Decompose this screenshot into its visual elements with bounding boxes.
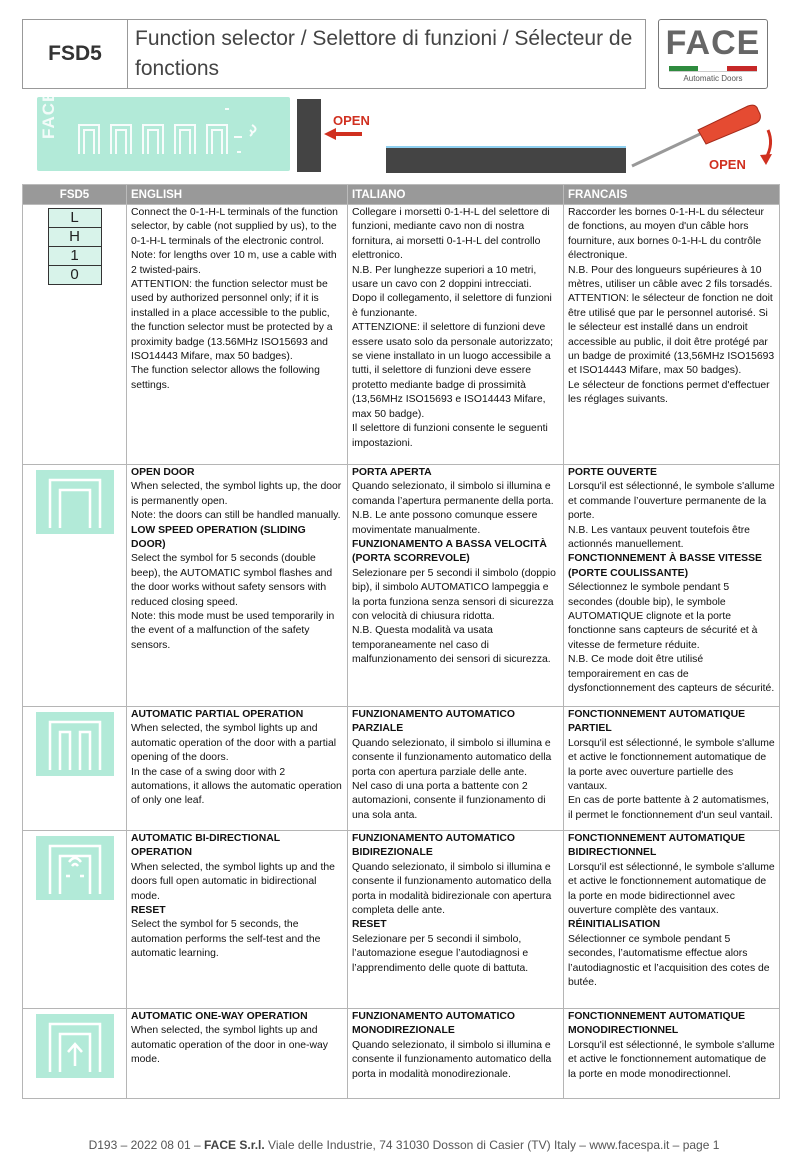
paragraph: Note: this mode must be used temporarily in the event of a malfunction of the safety sensors. [131, 611, 335, 651]
french-cell [564, 831, 780, 1009]
col-header-code: FSD5 [23, 185, 127, 205]
arrow-left-icon [324, 127, 364, 141]
symbol-cell [23, 465, 127, 707]
paragraph: Sélectionnez le symbole pendant 5 secondes (double bip), le symbole AUTOMATIQUE clignote et la porte fonctionne sans capteurs de sécurité et à vitesse de fermeture réduite. [568, 582, 758, 651]
paragraph: Quando selezionato, il simbolo si illumina e consente il funzionamento automatico della porta in modalità bidirezionale con apertura completa delle ante. [352, 861, 552, 917]
partial-operation-icon [36, 712, 114, 776]
paragraph: Select the symbol for 5 seconds, the automation performs the self-test and the automatic learning. [131, 919, 321, 960]
section-heading: FUNZIONAMENTO AUTOMATICO PARZIALE [352, 709, 515, 735]
footer-company: FACE S.r.l. [204, 1138, 265, 1152]
paragraph: N.B. Questa modalità va usata temporaneamente nel caso di malfunzionamento dei sensori di sicurezza. [352, 625, 551, 666]
table-row [23, 831, 780, 1009]
logo-flag-stripe [669, 66, 757, 72]
terminal-key: 0 [48, 266, 101, 285]
paragraph: N.B. Les vantaux peuvent toutefois être actionnés manuellement. [568, 524, 750, 551]
paragraph: Selezionare per 5 secondi il simbolo, l’automazione esegue l’autodiagnosi e l’apprendimento delle quote di battuta. [352, 933, 529, 974]
paragraph: ATTENTION: the function selector must be used by authorized personnel only; if it is installed in a place accessible to the public, the function selector must be protected by a proximity badge (13.56MHz ISO15693 and ISO14443 Mifare, max 50 badges). [131, 279, 333, 363]
logo-subtitle: Automatic Doors [683, 74, 743, 83]
footer-prefix: D193 – 2022 08 01 – [88, 1138, 205, 1152]
section-heading: AUTOMATIC BI-DIRECTIONAL OPERATION [131, 833, 280, 859]
italian-cell [348, 465, 564, 707]
symbol-cell [23, 1009, 127, 1099]
english-cell [127, 707, 348, 831]
italian-cell [348, 205, 564, 465]
symbol-cell [23, 831, 127, 1009]
paragraph: N.B. Ce mode doit être utilisé temporairement en cas de dysfonctionnement des capteurs de sécurité. [568, 654, 775, 695]
one-way-icon [36, 1014, 114, 1078]
french-cell [564, 1009, 780, 1099]
face-logo [658, 19, 768, 89]
section-heading: PORTE OUVERTE [568, 467, 657, 478]
table-row [23, 1009, 780, 1099]
panel-brand: FACE [39, 89, 58, 139]
paragraph: When selected, the symbol lights up and automatic operation of the door with a partial opening of the doors. [131, 723, 337, 764]
paragraph: When selected, the symbol lights up and the doors full open automatic in bidirectional mode. [131, 861, 335, 902]
french-cell [564, 465, 780, 707]
paragraph: Dopo il collegamento, il selettore di funzioni è funzionante. [352, 293, 552, 319]
paragraph: Lorsqu'il est sélectionné, le symbole s'allume et active le fonctionnement automatique de la porte en mode bidirectionnel avec ouverture complète des vantaux. [568, 861, 775, 917]
screwdriver-icon [628, 100, 778, 172]
section-heading: FONCTIONNEMENT AUTOMATIQUE PARTIEL [568, 709, 746, 735]
paragraph: Quando selezionato, il simbolo si illumina e consente il funzionamento automatico della porta con apertura parziale delle ante. [352, 737, 552, 778]
symbol-cell [23, 707, 127, 831]
symbol-cell [23, 205, 127, 465]
paragraph: Connect the 0-1-H-L terminals of the function selector, by cable (not supplied by us), to the 0-1-H-L terminals of the electronic control. [131, 207, 338, 247]
english-cell [127, 831, 348, 1009]
paragraph: Il selettore di funzioni consente le seguenti impostazioni. [352, 423, 548, 449]
paragraph: Select the symbol for 5 seconds (double beep), the AUTOMATIC symbol flashes and the door works without safety sensors with reduced closing speed. [131, 553, 333, 608]
table-row [23, 205, 780, 465]
paragraph: N.B. Le ante possono comunque essere movimentate manualmente. [352, 510, 538, 536]
selector-panel-illustration [37, 89, 290, 171]
section-heading: FUNZIONAMENTO AUTOMATICO BIDIREZIONALE [352, 833, 515, 859]
selector-symbols-icon [37, 97, 290, 171]
paragraph: Lorsqu'il est sélectionné, le symbole s'allume et commande l’ouverture permanente de la porte. [568, 481, 775, 522]
paragraph: Lorsqu'il est sélectionné, le symbole s'allume et active le fonctionnement automatique de la porte avec ouverture partielle des vantaux. [568, 737, 775, 793]
section-heading: FUNZIONAMENTO A BASSA VELOCITÀ (PORTA SCORREVOLE) [352, 539, 547, 565]
paragraph: N.B. Per lunghezze superiori a 10 metri, usare un cavo con 2 doppini intrecciati. [352, 264, 537, 291]
section-heading: PORTA APERTA [352, 467, 432, 478]
paragraph: Nel caso di una porta a battente con 2 automazioni, consente il funzionamento di una sola anta. [352, 781, 546, 821]
section-heading: FONCTIONNEMENT À BASSE VITESSE (PORTE COULISSANTE) [568, 553, 762, 579]
section-heading: OPEN DOOR [131, 467, 195, 478]
french-cell [564, 707, 780, 831]
english-cell [127, 465, 348, 707]
paragraph: En cas de porte battente à 2 automatismes, il permet le fonctionnement d'un seul vantail. [568, 795, 773, 821]
paragraph: Le sélecteur de fonctions permet d'effectuer les réglages suivants. [568, 379, 770, 406]
logo-word: FACE [665, 24, 761, 62]
italian-cell [348, 1009, 564, 1099]
page-footer [0, 1138, 808, 1152]
section-heading: RESET [131, 905, 166, 917]
col-header-italiano: ITALIANO [348, 185, 564, 205]
section-heading: AUTOMATIC ONE-WAY OPERATION [131, 1011, 308, 1022]
table-header-row [23, 185, 780, 205]
french-cell [564, 205, 780, 465]
door-edge-illustration [297, 99, 321, 172]
table-row [23, 707, 780, 831]
function-table [22, 184, 780, 1099]
section-heading: RÉINITIALISATION [568, 919, 661, 931]
open-label-right: OPEN [709, 157, 746, 172]
paragraph: Quando selezionato, il simbolo si illumina e comanda l’apertura permanente della porta. [352, 481, 554, 507]
section-heading: FONCTIONNEMENT AUTOMATIQUE MONODIRECTIONNEL [568, 1011, 746, 1037]
page-title: Function selector / Selettore di funzioni / Sélecteur de fonctions [135, 27, 633, 80]
paragraph: N.B. Pour des longueurs supérieures à 10 mètres, utiliser un câble avec 2 fils torsadés. [568, 264, 773, 291]
paragraph: When selected, the symbol lights up and automatic operation of the door in one-way mode. [131, 1025, 328, 1066]
terminal-key: L [48, 209, 101, 228]
paragraph: When selected, the symbol lights up, the door is permanently open. [131, 481, 342, 507]
terminal-key: H [48, 228, 101, 247]
section-heading: AUTOMATIC PARTIAL OPERATION [131, 709, 304, 720]
terminal-key: 1 [48, 247, 101, 266]
paragraph: ATTENTION: le sélecteur de fonction ne doit être utilisé que par le personnel autorisé. Si le sélecteur est installé dans un endroit accessible au public, il doit être protégé par un badge de proximité (13,56MHz ISO15693 et ISO14443 Mifare, max 50 badges). [568, 293, 775, 377]
section-heading: RESET [352, 919, 387, 931]
col-header-francais: FRANCAIS [564, 185, 780, 205]
italian-cell [348, 707, 564, 831]
paragraph: Note: the doors can still be handled manually. [131, 510, 341, 522]
paragraph: In the case of a swing door with 2 automations, it allows the automatic operation of only one leaf. [131, 766, 342, 807]
product-code: FSD5 [23, 20, 128, 88]
paragraph: Quando selezionato, il simbolo si illumina e consente il funzionamento automatico della porta in modalità monodirezionale. [352, 1039, 552, 1080]
section-heading: FUNZIONAMENTO AUTOMATICO MONODIREZIONALE [352, 1011, 515, 1037]
paragraph: Sélectionner ce symbole pendant 5 secondes, l’automatisme effectue alors l’autodiagnostic et l’acquisition des cotes de butée. [568, 933, 770, 989]
paragraph: Note: for lengths over 10 m, use a cable with 2 twisted-pairs. [131, 250, 337, 276]
paragraph: Raccorder les bornes 0-1-H-L du sélecteur de fonctions, au moyen d'un câble hors fourniture, aux bornes 0-1-H-L du contrôle électronique. [568, 207, 764, 262]
section-heading: LOW SPEED OPERATION (SLIDING DOOR) [131, 524, 306, 551]
terminal-keys [48, 208, 102, 285]
open-label-left: OPEN [333, 113, 370, 128]
paragraph: The function selector allows the following settings. [131, 365, 320, 391]
col-header-english: ENGLISH [127, 185, 348, 205]
table-row [23, 465, 780, 707]
open-door-icon [36, 470, 114, 534]
english-cell [127, 1009, 348, 1099]
italian-cell [348, 831, 564, 1009]
section-heading: FONCTIONNEMENT AUTOMATIQUE BIDIRECTIONNEL [568, 833, 746, 859]
paragraph: ATTENZIONE: il selettore di funzioni deve essere usato solo da personale autorizzato; se viene installato in un luogo accessibile a tutti, il selettore di funzioni deve essere protetto mediante badge di prossimità (13,56MHz ISO15693 e ISO14443 Mifare, max 50 badge). [352, 322, 554, 420]
document-header [22, 19, 646, 89]
english-cell [127, 205, 348, 465]
paragraph: Selezionare per 5 secondi il simbolo (doppio bip), il simbolo AUTOMATICO lampeggia e la porta funziona senza sensori di sicurezza con velocità di chiusura ridotta. [352, 567, 556, 623]
paragraph: Collegare i morsetti 0-1-H-L del selettore di funzioni, mediante cavo non di nostra fornitura, ai morsetti 0-1-H-L del controllo elettronico. [352, 207, 550, 262]
footer-address: Viale delle Industrie, 74 31030 Dosson di Casier (TV) Italy – www.facespa.it – page 1 [264, 1138, 720, 1152]
paragraph: Lorsqu'il est sélectionné, le symbole s'allume et active le fonctionnement automatique de la porte en mode monodirectionnel. [568, 1039, 775, 1080]
door-bar-illustration [386, 146, 626, 173]
bidirectional-icon [36, 836, 114, 900]
